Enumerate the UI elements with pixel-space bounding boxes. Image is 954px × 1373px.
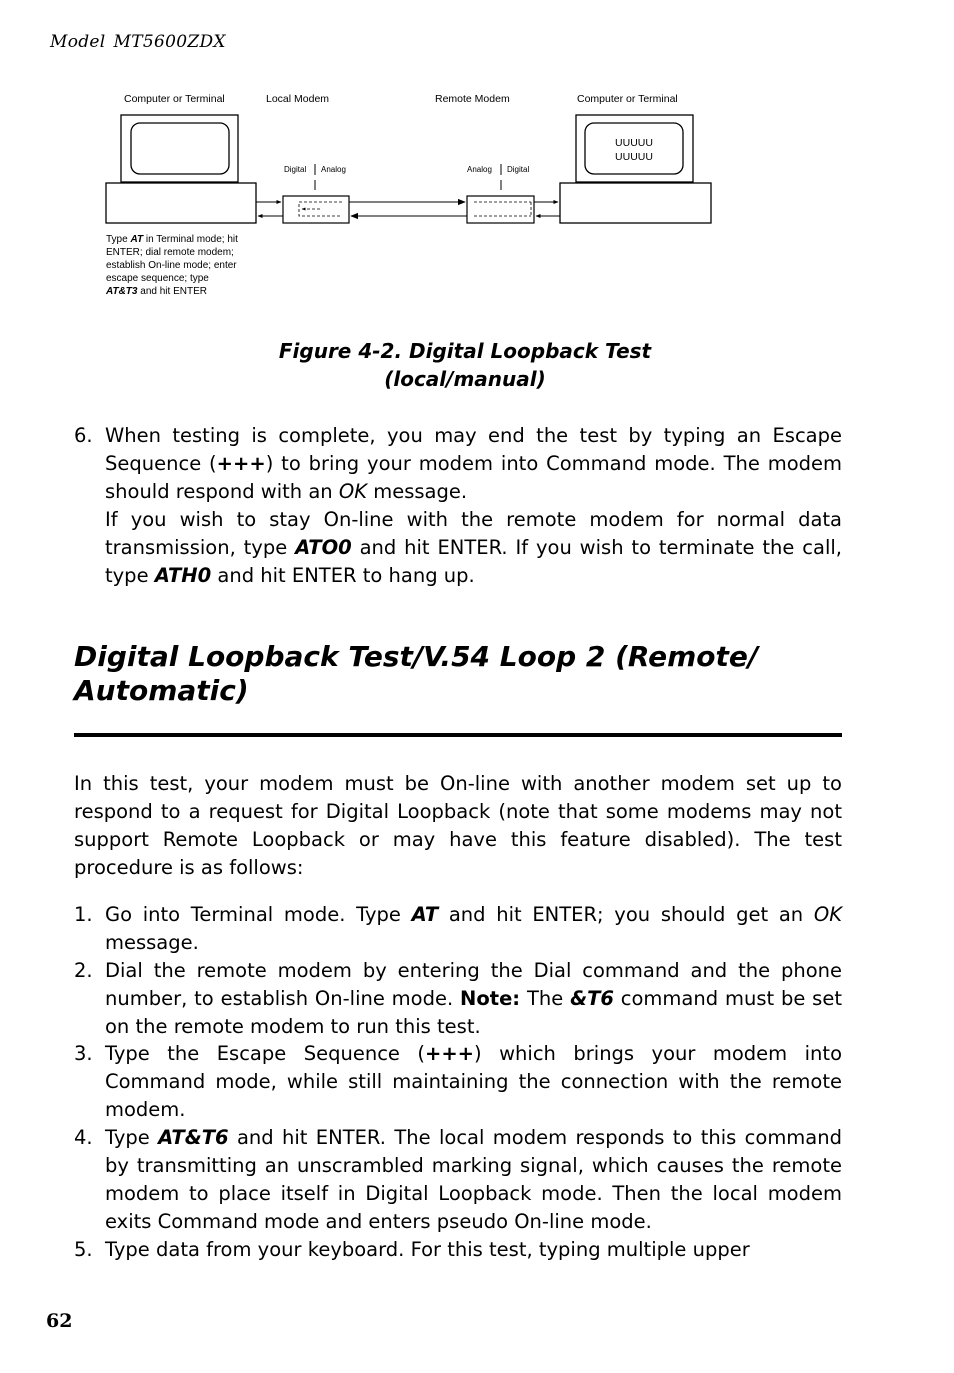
list-item-step-4: 4. Type AT&T6 and hit ENTER. The local modem responds to this command by transmitting an unscrambled marking signal, which causes the remote modem to place itself in Digital Loopback mode. Then the local modem exits Command mode and enters pseudo On-line mode. [74,1126,842,1233]
list-item-number: 6. [74,424,93,447]
svg-text:AT&T3 and hit ENTER: AT&T3 and hit ENTER [106,286,207,297]
list-item-number: 5. [74,1238,93,1261]
svg-text:ENTER; dial remote modem;: ENTER; dial remote modem; [106,247,234,258]
section-heading [74,640,854,708]
left-computer [106,115,256,223]
section-rule [74,733,842,737]
svg-text:escape sequence; type: escape sequence; type [106,273,209,284]
local-modem-label: Local Modem [266,93,330,105]
section-heading-line-2: Automatic) [74,674,249,707]
svg-text:establish On-line mode; enter: establish On-line mode; enter [106,260,237,271]
list-item-number: 4. [74,1126,93,1149]
section-intro: In this test, your modem must be On-line with another modem set up to respond to a request for Digital Loopback (note that some modems may not support Remote Loopback or may have this feature disabled). The test procedure is as follows: [74,772,842,879]
step-5-text: Type data from your keyboard. For this test, typing multiple upper [105,1238,750,1261]
list-item-step-2: 2. Dial the remote modem by entering the Dial command and the phone number, to establish On-line mode. Note: The &T6 command must be set on the remote modem to run this test. [74,959,842,1038]
list-item-step-6 [74,422,842,590]
list-item-number: 1. [74,903,93,926]
figure-caption-line-1: Figure 4-2. Digital Loopback Test [278,339,652,363]
figure-caption [0,337,930,393]
list-item-step-5 [74,1236,842,1264]
local-analog-label: Analog [321,165,346,174]
remote-digital-label: Digital [507,165,530,174]
screen-text-line-2: UUUUU [615,151,653,163]
remote-analog-label: Analog [467,165,492,174]
section-heading-line-1: Digital Loopback Test/V.54 Loop 2 (Remote/ [74,640,759,673]
diagram-note [105,234,238,297]
list-item-number: 3. [74,1042,93,1065]
figure-caption-line-2: (local/manual) [384,367,546,391]
computer-right-label: Computer or Terminal [577,93,678,105]
remote-modem [467,196,534,223]
right-computer [560,115,711,223]
list-item-step-3: 3. Type the Escape Sequence (+++) which brings your modem into Command mode, while still maintaining the connection with the remote modem. [74,1042,842,1121]
local-modem [283,196,349,223]
computer-left-label: Computer or Terminal [124,93,225,105]
local-digital-label: Digital [284,165,307,174]
model-label: Model [50,32,106,52]
page-number: 62 [46,1310,73,1332]
list-item-step-1: 1. Go into Terminal mode. Type AT and hit ENTER; you should get an OK message. [74,903,842,954]
svg-text:Type AT in Terminal mode; hit: Type AT in Terminal mode; hit [106,234,238,245]
step-6-text-b: If you wish to stay On-line with the remote modem for normal data transmission, type ATO0 and hit ENTER. If you wish to terminate the call, type ATH0 and hit ENTER to hang up. [105,508,842,587]
step-6-text-a: When testing is complete, you may end the test by typing an Escape Sequence (+++) to bring your modem into Command mode. The modem should respond with an OK message. [105,424,842,503]
screen-text-line-1: UUUUU [615,137,653,149]
digital-loopback-diagram [0,0,954,320]
remote-modem-label: Remote Modem [435,93,510,105]
list-item-number: 2. [74,959,93,982]
model-number: MT5600ZDX [113,32,226,52]
